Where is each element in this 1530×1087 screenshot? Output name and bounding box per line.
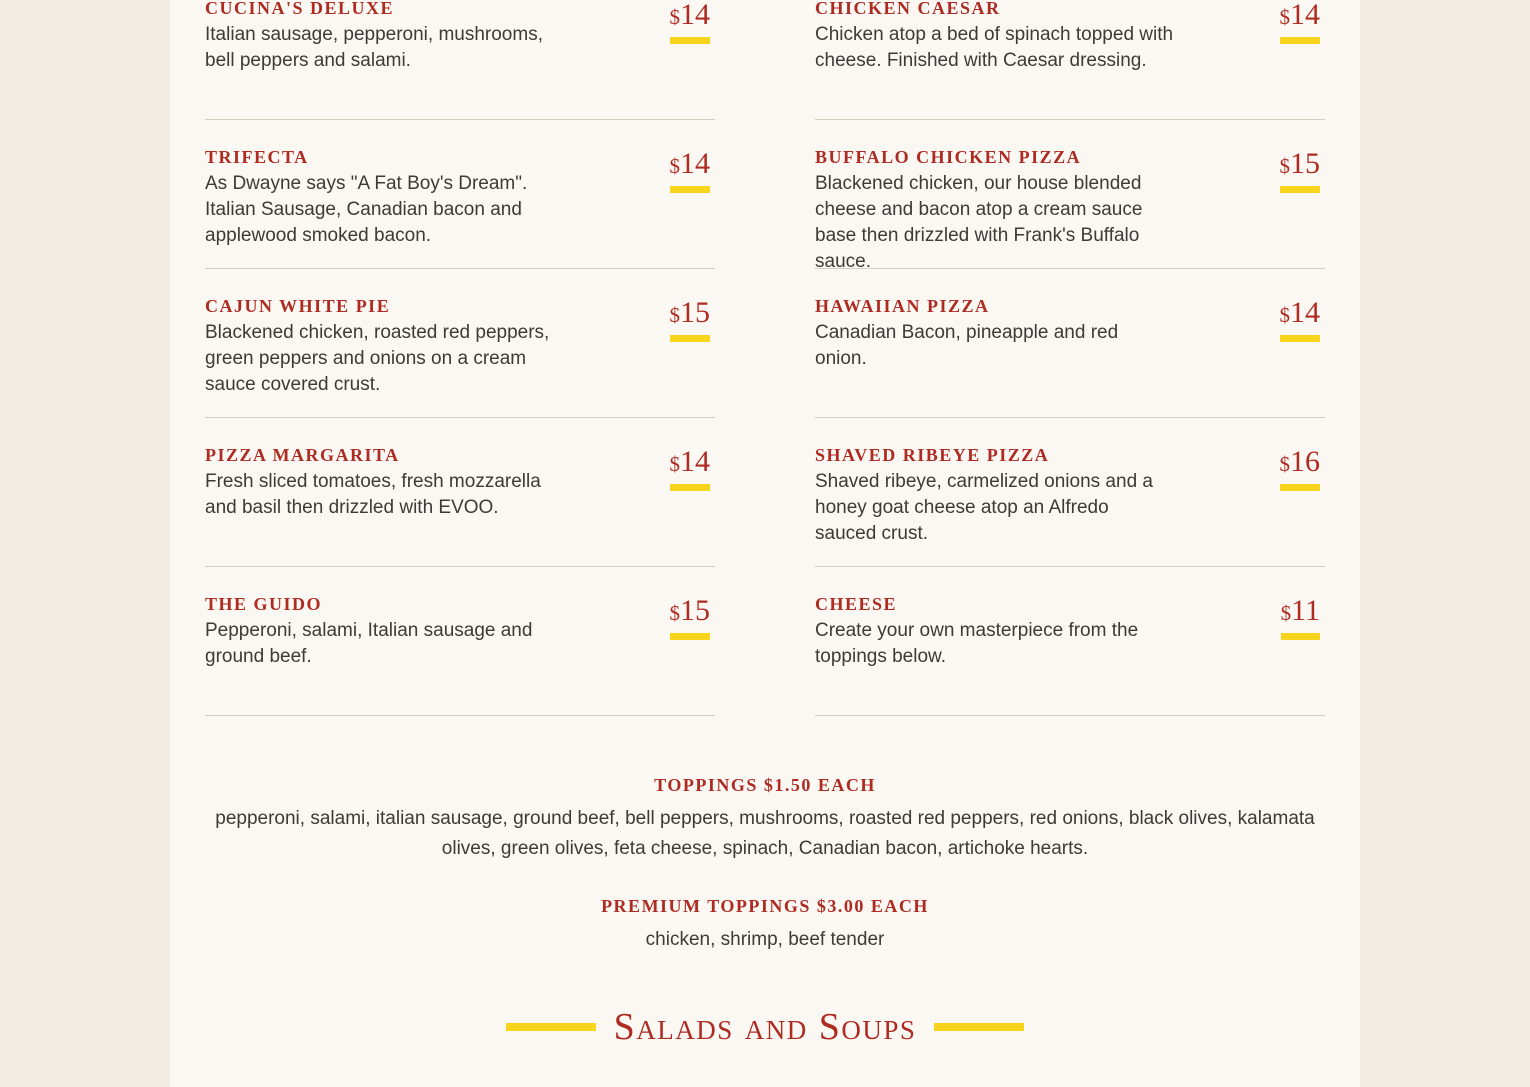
price-amount: 15 <box>1290 147 1320 180</box>
menu-page <box>170 0 1360 1087</box>
price-currency: $ <box>1280 601 1292 625</box>
item-price <box>670 1 711 44</box>
heading-bar-left <box>506 1023 596 1031</box>
item-description: Blackened chicken, our house blended cheese and bacon atop a cream sauce base then drizzled with Frank's Buffalo sauce. <box>815 173 1143 272</box>
item-description: Blackened chicken, roasted red peppers, green peppers and onions on a cream sauce covered crust. <box>205 322 550 395</box>
item-name: CHICKEN CAESAR <box>815 0 1001 18</box>
item-name: THE GUIDO <box>205 594 323 614</box>
item-name: CAJUN WHITE PIE <box>205 296 391 316</box>
item-price <box>669 594 711 640</box>
price-amount: 16 <box>1290 445 1320 478</box>
item-price <box>669 147 711 193</box>
item-price <box>669 445 711 491</box>
price-currency: $ <box>669 303 680 327</box>
item-name: TRIFECTA <box>205 147 309 167</box>
menu-item <box>205 418 715 567</box>
price-currency: $ <box>669 154 680 178</box>
item-name: CHEESE <box>815 594 898 614</box>
price-amount: 15 <box>680 296 710 329</box>
price-amount: 14 <box>680 147 710 180</box>
menu-item <box>205 120 715 269</box>
menu-item <box>815 418 1325 567</box>
section-title: Salads and Soups <box>613 1006 917 1048</box>
toppings-list: pepperoni, salami, italian sausage, ground beef, bell peppers, mushrooms, roasted red peppers, red onions, black olives, kalamata olives, green olives, feta cheese, spinach, Canadian bacon, artichoke hearts. <box>215 808 1315 859</box>
menu-item <box>815 269 1325 418</box>
price-amount: 15 <box>680 594 710 627</box>
item-description: Canadian Bacon, pineapple and red onion. <box>815 322 1119 369</box>
price-amount: 14 <box>1290 0 1320 31</box>
item-description: Pepperoni, salami, Italian sausage and ground beef. <box>205 620 533 667</box>
menu-item <box>815 120 1325 272</box>
price-currency: $ <box>1279 452 1290 476</box>
item-price <box>1279 147 1321 193</box>
item-price <box>1280 594 1320 640</box>
price-currency: $ <box>669 601 680 625</box>
item-description: Create your own masterpiece from the toppings below. <box>815 620 1139 667</box>
toppings-section <box>170 775 1360 864</box>
price-currency: $ <box>1279 5 1290 29</box>
price-amount: 14 <box>680 445 710 478</box>
section-heading <box>170 1005 1360 1049</box>
item-name: BUFFALO CHICKEN PIZZA <box>815 147 1082 167</box>
item-price <box>669 296 711 342</box>
premium-toppings-title: PREMIUM TOPPINGS $3.00 EACH <box>601 896 929 916</box>
item-description: Italian sausage, pepperoni, mushrooms, bell peppers and salami. <box>205 24 543 71</box>
price-amount: 11 <box>1291 594 1320 627</box>
premium-toppings-section <box>170 896 1360 955</box>
price-amount: 14 <box>680 0 710 31</box>
item-price <box>1279 445 1321 491</box>
item-description: Chicken atop a bed of spinach topped with cheese. Finished with Caesar dressing. <box>815 24 1174 71</box>
premium-toppings-list: chicken, shrimp, beef tender <box>645 929 885 950</box>
item-price <box>1280 1 1321 44</box>
price-currency: $ <box>669 5 680 29</box>
item-name: HAWAIIAN PIZZA <box>815 296 990 316</box>
item-name: CUCINA'S DELUXE <box>205 0 395 18</box>
heading-bar-right <box>934 1023 1024 1031</box>
price-currency: $ <box>669 452 680 476</box>
item-description: Fresh sliced tomatoes, fresh mozzarella and basil then drizzled with EVOO. <box>205 471 541 518</box>
item-name: SHAVED RIBEYE PIZZA <box>815 445 1050 465</box>
menu-item <box>205 269 715 418</box>
item-price <box>1279 296 1321 342</box>
menu-item <box>815 0 1325 120</box>
item-description: As Dwayne says "A Fat Boy's Dream". Italian Sausage, Canadian bacon and applewood smoked bacon. <box>205 173 528 246</box>
toppings-title: TOPPINGS $1.50 EACH <box>654 775 876 795</box>
menu-item <box>815 567 1325 716</box>
item-description: Shaved ribeye, carmelized onions and a honey goat cheese atop an Alfredo sauced crust. <box>815 471 1153 544</box>
price-amount: 14 <box>1290 296 1320 329</box>
item-name: PIZZA MARGARITA <box>205 445 400 465</box>
menu-item <box>205 567 715 716</box>
menu-item <box>205 0 715 120</box>
price-currency: $ <box>1279 303 1290 327</box>
price-currency: $ <box>1279 154 1290 178</box>
